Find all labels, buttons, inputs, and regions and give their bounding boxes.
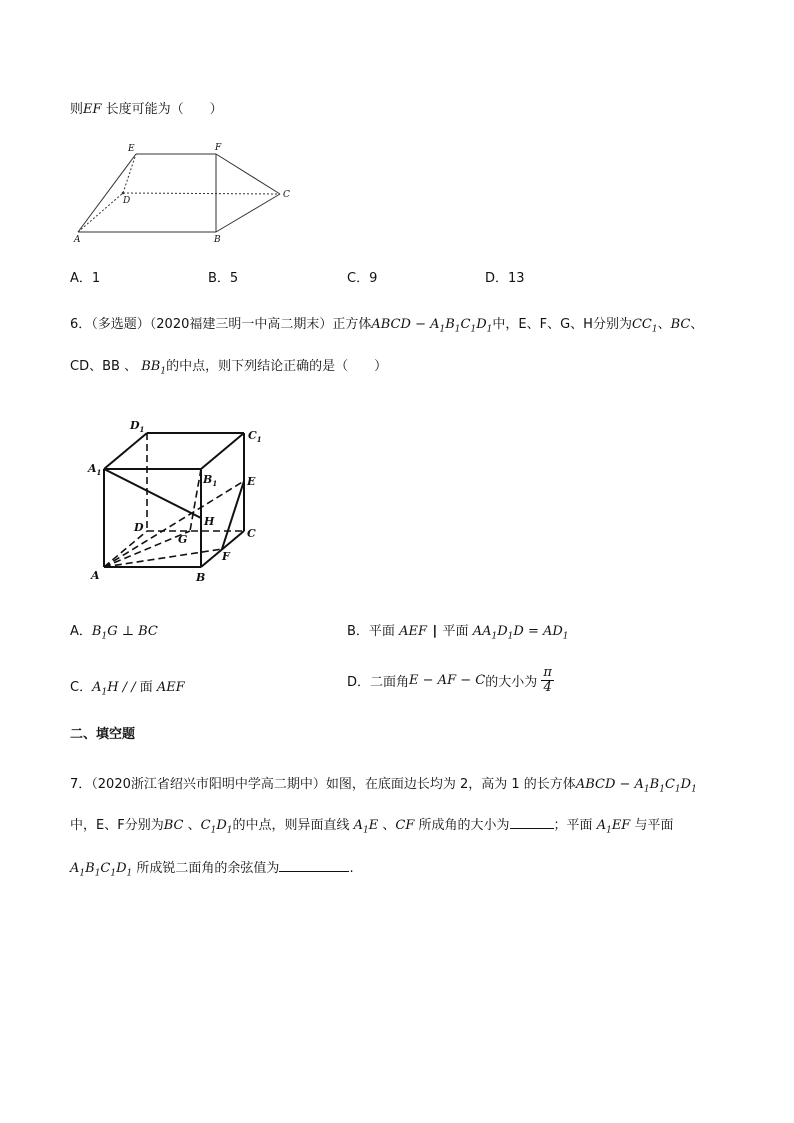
q5-option-a-letter: A． [70, 271, 92, 286]
label-D: D [134, 521, 144, 534]
q6-number: 6． [70, 317, 92, 332]
q6-option-c-text: 面 [139, 680, 153, 695]
q6-prefix: （多选题）（2020福建三明一中高二期末）正方体 [91, 317, 372, 332]
q6-line2-suffix: 的中点，则下列结论正确的是（ ） [166, 359, 388, 374]
q6-option-a-expr: $B_1G$ ⊥ BC [91, 624, 158, 642]
q6-option-d-text1: 二面角 [370, 675, 410, 690]
label-F: F [215, 143, 222, 153]
line-EF [222, 481, 244, 549]
q5-option-c-value: 9 [369, 271, 378, 286]
label-B1 [202, 473, 217, 488]
q7-blank-2[interactable] [279, 871, 349, 872]
q6-mid-text: 中， [492, 317, 519, 332]
q7-line2: 中，E、F分别为BC 、$C_1D_1$的中点，则异面直线 $A_1E$ 、CF 所成角的大小为 ；平面 $A_1EF$ 与平面 [70, 818, 674, 836]
q7-blank-1[interactable] [510, 828, 554, 829]
q7-c1d1: $C_1D_1$ [200, 818, 233, 836]
label-D1-letter: D [130, 419, 140, 432]
q6-option-d-text2: 的大小为 [485, 675, 538, 690]
label-E: E [247, 475, 256, 488]
edge-B1C1 [201, 433, 244, 469]
q7-line2-c: 分别为 [124, 818, 164, 833]
q7-line1 [70, 776, 697, 799]
q6-option-b-expr1: AEF [399, 624, 427, 639]
q6-cc1: $CC_1$ [631, 317, 658, 335]
q6-option-a-letter: A． [70, 624, 92, 639]
q7-a1ef: $A_1EF$ [596, 818, 631, 836]
edge-DC-hidden [123, 193, 280, 194]
q7-number: 7． [70, 777, 92, 792]
q5-figure [68, 138, 298, 248]
q6-figure [80, 415, 280, 590]
q7-prefix: （2020浙江省绍兴市阳明中学高二期中）如图，在底面边长均为 2，高为 1 的长方体 [91, 777, 576, 792]
q6-cube-main: ABCD [371, 317, 411, 332]
q5-option-b [208, 267, 238, 286]
q6-list-text: E、F、G、H分别为 [518, 317, 632, 332]
line-A1H [104, 469, 201, 518]
q6-option-d-letter: D． [347, 675, 371, 690]
label-H: H [204, 515, 215, 528]
q7-line3 [70, 860, 354, 883]
q6-option-d [347, 666, 554, 695]
label-B1-sub: 1 [212, 479, 218, 488]
q6-option-c-letter: C． [70, 680, 93, 695]
label-G: G [178, 533, 188, 546]
q6-bc: BC [670, 317, 691, 332]
q6-option-b-letter: B． [347, 624, 369, 639]
q6-option-c [70, 676, 185, 698]
q7-line3-end: . [349, 861, 354, 876]
q5-stem-var: EF [83, 102, 102, 117]
label-A1 [87, 462, 101, 477]
q5-option-a-value: 1 [91, 271, 101, 286]
q7-line2-f: ；平面 [553, 818, 593, 833]
q6-cube-dash: − [410, 317, 431, 332]
q5-option-b-value: 5 [229, 271, 239, 286]
q7-line2-g: 与平面 [634, 818, 674, 833]
label-C1-sub: 1 [256, 435, 262, 444]
label-F: F [222, 550, 230, 563]
q6-option-b-plane: $AA_1D_1D = AD_1$ [472, 624, 569, 642]
label-D1 [129, 419, 144, 434]
edge-A1D1 [104, 433, 147, 469]
q6-option-c-expr: $A_1H$ [92, 680, 119, 698]
edge-DE-hidden [123, 154, 136, 193]
q7-line2-d: 的中点，则异面直线 [232, 818, 350, 833]
q6-sep-3: 、 [124, 359, 138, 374]
q7-box-text: ABCD − A [575, 777, 644, 792]
q7-line2-a: 中， [70, 818, 97, 833]
q6-option-d-expr: E − AF − C [409, 673, 486, 688]
q5-stem [70, 101, 223, 119]
q6-option-d-num: π [543, 665, 552, 680]
label-A: A [74, 235, 81, 245]
q6-option-b-text1: 平面 [368, 624, 395, 639]
point-D [122, 192, 125, 195]
label-E: E [128, 144, 135, 154]
q5-option-c-letter: C． [347, 271, 370, 286]
label-D1-sub: 1 [139, 425, 145, 434]
label-A1-sub: 1 [96, 468, 102, 477]
q5-option-a [70, 267, 100, 286]
q5-option-c [347, 267, 377, 286]
q5-option-d-value: 13 [508, 271, 525, 286]
q7-line2-e: 所成角的大小为 [418, 818, 510, 833]
line-B1G-hidden [190, 469, 201, 531]
q6-option-b-text2: 平面 [442, 624, 469, 639]
label-A: A [91, 569, 100, 582]
q7-bc: BC [163, 818, 184, 833]
label-C: C [247, 527, 256, 540]
q6-option-c-mid: / / [118, 680, 140, 695]
q5-option-b-letter: B． [208, 271, 230, 286]
q6-option-b-expr2: AA [472, 624, 492, 639]
q6-option-d-den: 4 [543, 680, 552, 695]
edge-FC [216, 154, 280, 194]
q6-stem-line2 [70, 358, 387, 381]
label-C1 [248, 429, 262, 444]
section-title-fill-in: 二、填空题 [70, 727, 136, 742]
edge-AD-hidden [78, 193, 123, 232]
edge-BC [216, 194, 280, 232]
label-B: B [214, 235, 221, 245]
q7-plane: $A_1B_1C_1D_1$ [70, 861, 133, 879]
label-A1-letter: A [88, 462, 97, 475]
q6-option-b-mark: ∣ [426, 624, 443, 639]
q7-a1e: $A_1E$ [353, 818, 379, 836]
q5-stem-suffix: 长度可能为（ ） [105, 102, 223, 117]
label-C: C [283, 190, 290, 200]
q6-line2-text: CD、BB [70, 359, 120, 374]
q7-cf: CF [395, 818, 415, 833]
label-B1-letter: B [203, 473, 213, 486]
q6-option-c-expr2: AEF [156, 680, 185, 695]
q7-box-expr: ABCD − $A_1B_1C_1D_1$ [575, 777, 697, 795]
label-B: B [196, 571, 206, 584]
q6-sep-1: 、 [657, 317, 671, 332]
label-D: D [123, 196, 131, 206]
label-C1-letter: C [248, 429, 257, 442]
q6-bb1: $BB_1$ [141, 359, 167, 377]
q6-option-a-expr-text: G ⊥ BC [107, 624, 158, 639]
q5-option-d [485, 267, 525, 286]
q5-option-d-letter: D． [485, 271, 509, 286]
q7-line3-b: 所成锐二面角的余弦值为 [136, 861, 280, 876]
q6-option-a [70, 620, 158, 642]
q6-option-c-expr-text: H [107, 680, 119, 695]
q6-cube-expr: ABCD − $A_1B_1C_1D_1$ [371, 317, 493, 335]
q6-stem-line1 [70, 316, 703, 339]
q6-option-b-expr3: D = AD [513, 624, 563, 639]
q7-line2-b: E、F [96, 818, 125, 833]
q6-sep-2: 、 [690, 317, 704, 332]
q5-stem-prefix: 则 [70, 102, 84, 117]
q6-option-d-fraction [541, 666, 554, 695]
q6-option-b [347, 620, 569, 642]
